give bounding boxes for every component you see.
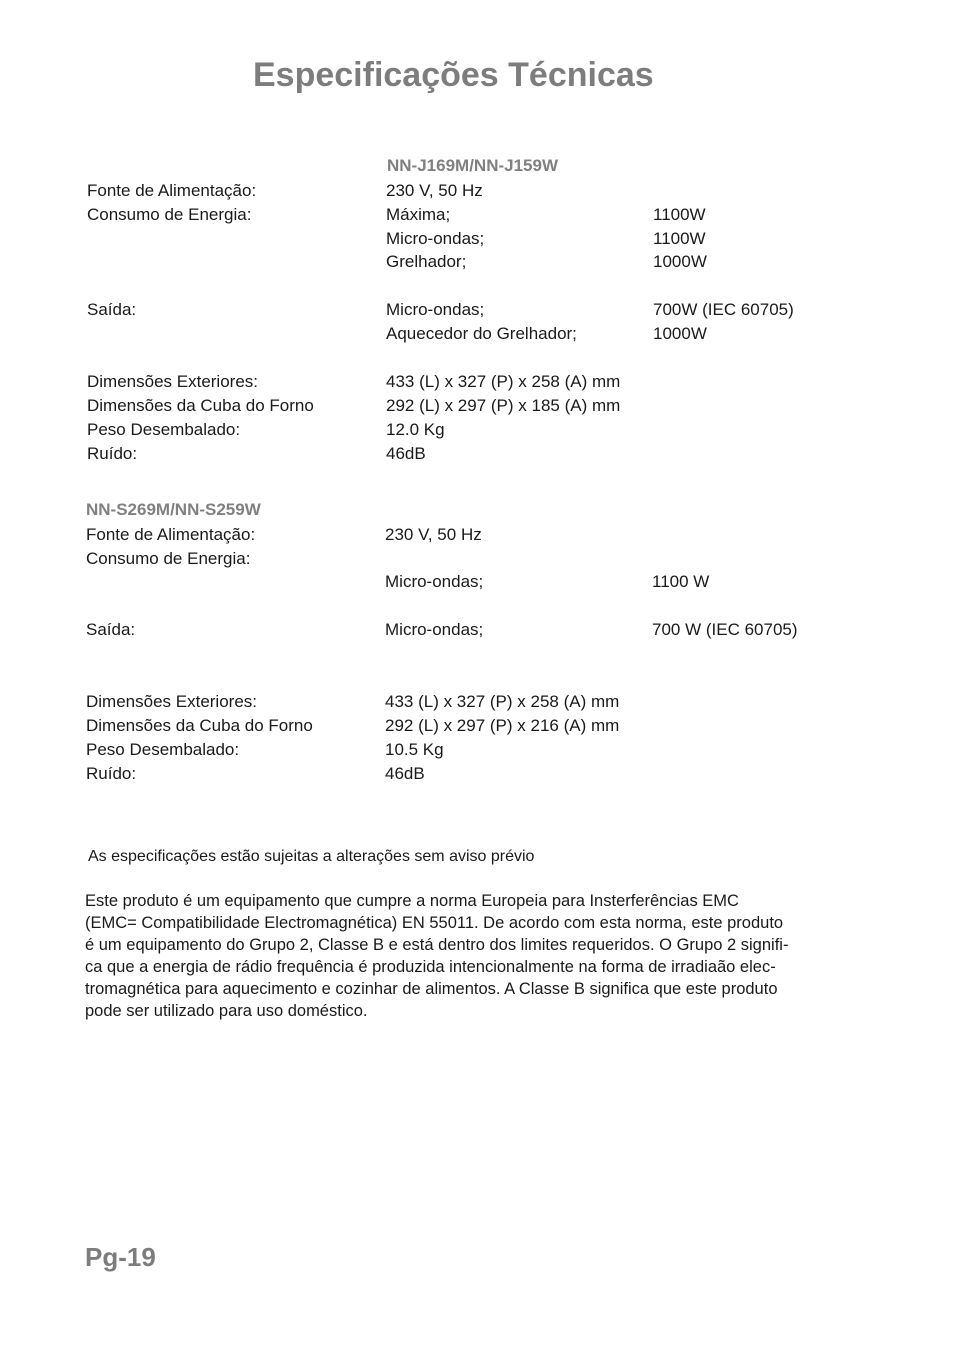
emc-paragraph	[85, 890, 845, 1022]
spec-value-extra: 700 W (IEC 60705)	[652, 620, 798, 639]
spec-label: Dimensões da Cuba do Forno	[86, 716, 313, 735]
spec-value: Micro-ondas;	[386, 229, 485, 248]
spec-value-extra: 700W (IEC 60705)	[653, 300, 794, 319]
spec-value-extra: 1100W	[653, 229, 706, 248]
disclaimer-text: As especificações estão sujeitas a alterações sem aviso prévio	[88, 848, 535, 865]
spec-label: Saída:	[86, 620, 136, 639]
spec-label: Dimensões Exteriores:	[86, 692, 258, 711]
spec-value: Grelhador;	[386, 252, 467, 271]
spec-label: Ruído:	[86, 764, 137, 783]
spec-value-extra: 1000W	[653, 252, 707, 271]
page-number: Pg-19	[85, 1242, 156, 1272]
spec-value: Micro-ondas;	[385, 572, 484, 591]
spec-label: Peso Desembalado:	[87, 420, 241, 439]
spec-value: Micro-ondas;	[386, 300, 485, 319]
paragraph-line: ca que a energia de rádio frequência é produzida intencionalmente na forma de irradiaão elec-	[85, 958, 776, 976]
spec-value: Micro-ondas;	[385, 620, 484, 639]
model-heading: NN-S269M/NN-S259W	[86, 500, 261, 519]
spec-label: Consumo de Energia:	[87, 205, 252, 224]
page-title: Especificações Técnicas	[253, 56, 654, 94]
spec-value-extra: 1100 W	[652, 572, 710, 591]
spec-value-extra: 1000W	[653, 324, 707, 343]
spec-label: Fonte de Alimentação:	[86, 525, 256, 544]
spec-label: Dimensões da Cuba do Forno	[87, 396, 314, 415]
spec-label: Saída:	[87, 300, 137, 319]
spec-value: Máxima;	[386, 205, 451, 224]
paragraph-line: pode ser utilizado para uso doméstico.	[85, 1002, 368, 1020]
spec-value: 230 V, 50 Hz	[385, 525, 482, 544]
paragraph-line: é um equipamento do Grupo 2, Classe B e está dentro dos limites requeridos. O Grupo 2 signifi-	[85, 936, 789, 954]
spec-value: 12.0 Kg	[386, 420, 445, 439]
spec-value: 433 (L) x 327 (P) x 258 (A) mm	[386, 372, 621, 391]
spec-value: 10.5 Kg	[385, 740, 444, 759]
paragraph-line: tromagnética para aquecimento e cozinhar de alimentos. A Classe B significa que este produto	[85, 980, 778, 998]
spec-label: Ruído:	[87, 444, 138, 463]
spec-label: Fonte de Alimentação:	[87, 181, 257, 200]
paragraph-line: Este produto é um equipamento que cumpre a norma Europeia para Insterferências EMC	[85, 892, 739, 910]
spec-value: 433 (L) x 327 (P) x 258 (A) mm	[385, 692, 620, 711]
spec-value: Aquecedor do Grelhador;	[386, 324, 577, 343]
spec-value-extra: 1100W	[653, 205, 706, 224]
spec-value: 46dB	[385, 764, 425, 783]
spec-label: Consumo de Energia:	[86, 549, 251, 568]
spec-label: Peso Desembalado:	[86, 740, 240, 759]
spec-value: 292 (L) x 297 (P) x 185 (A) mm	[386, 396, 621, 415]
spec-label: Dimensões Exteriores:	[87, 372, 259, 391]
paragraph-line: (EMC= Compatibilidade Electromagnética) EN 55011. De acordo com esta norma, este produto	[85, 914, 784, 932]
model-heading: NN-J169M/NN-J159W	[387, 156, 558, 175]
spec-value: 230 V, 50 Hz	[386, 181, 483, 200]
spec-value: 292 (L) x 297 (P) x 216 (A) mm	[385, 716, 620, 735]
spec-value: 46dB	[386, 444, 426, 463]
